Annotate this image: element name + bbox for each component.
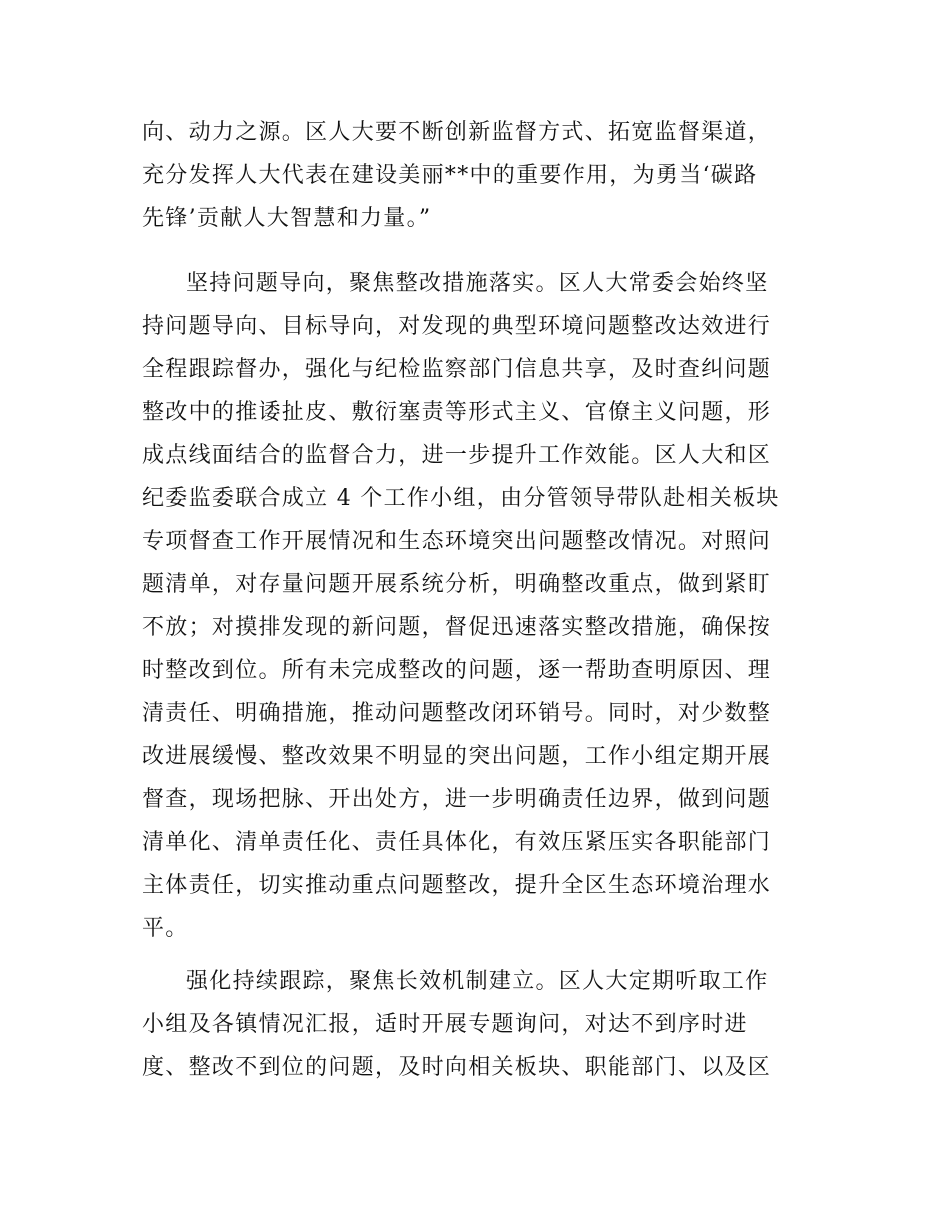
text-line: 题清单，对存量问题开展系统分析，明确整改重点，做到紧盯 (142, 572, 772, 597)
text-line: 充分发挥人大代表在建设美丽**中的重要作用，为勇当‘碳路 (142, 163, 758, 188)
text-line: 清责任、明确措施，推动问题整改闭环销号。同时，对少数整 (142, 701, 772, 726)
text-line: 专项督查工作开展情况和生态环境突出问题整改情况。对照问 (142, 529, 772, 554)
text-line: 主体责任，切实推动重点问题整改，提升全区生态环境治理水 (142, 873, 772, 898)
text-line: 改进展缓慢、整改效果不明显的突出问题，工作小组定期开展 (142, 744, 772, 769)
text-line: 持问题导向、目标导向，对发现的典型环境问题整改达效进行 (142, 314, 772, 339)
text-line: 强化持续跟踪，聚焦长效机制建立。区人大定期听取工作 (186, 969, 769, 994)
text-line: 平。 (142, 916, 189, 941)
text-line: 坚持问题导向，聚焦整改措施落实。区人大常委会始终坚 (186, 271, 769, 296)
text-line: 督查，现场把脉、开出处方，进一步明确责任边界，做到问题 (142, 787, 772, 812)
text-line: 时整改到位。所有未完成整改的问题，逐一帮助查明原因、理 (142, 658, 772, 683)
text-line: 先锋’贡献人大智慧和力量。” (142, 206, 432, 231)
text-line: 向、动力之源。区人大要不断创新监督方式、拓宽监督渠道， (142, 120, 772, 145)
text-line: 全程跟踪督办，强化与纪检监察部门信息共享，及时查纠问题 (142, 357, 772, 382)
document-body (142, 0, 812, 1230)
text-line: 整改中的推诿扯皮、敷衍塞责等形式主义、官僚主义问题，形 (142, 400, 772, 425)
text-line: 成点线面结合的监督合力，进一步提升工作效能。区人大和区 (142, 443, 772, 468)
text-line: 度、整改不到位的问题，及时向相关板块、职能部门、以及区 (142, 1055, 772, 1080)
text-line: 不放；对摸排发现的新问题，督促迅速落实整改措施，确保按 (142, 615, 772, 640)
text-line: 清单化、清单责任化、责任具体化，有效压紧压实各职能部门 (142, 830, 772, 855)
text-line: 小组及各镇情况汇报，适时开展专题询问，对达不到序时进 (142, 1012, 748, 1037)
text-line: 纪委监委联合成立 4 个工作小组，由分管领导带队赴相关板块 (142, 486, 780, 511)
